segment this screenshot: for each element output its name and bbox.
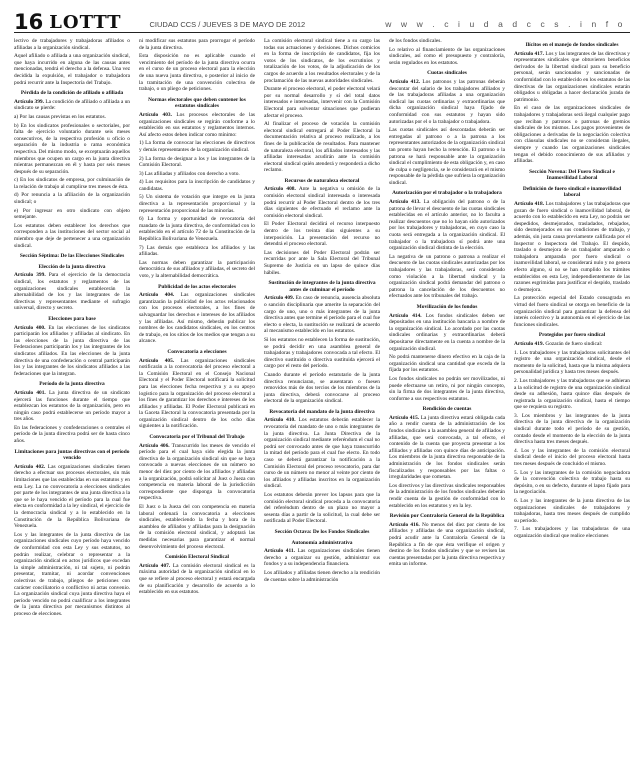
paragraph [514,498,630,524]
paragraph-text: Los fondos sindicales no podrán ser movilizados, ni puede efectuarse un retiro, ni por ningún concepto, sin la firma de dos integrantes de la junta directiva, conforme a sus respectivos estatutos. [389,375,505,402]
paragraph-text: La comisión electoral sindical tiene a su cargo las todas sus actuaciones y decisiones. Dichos comicios en la forma de inscripción de candidatos, fija los votos de los sindicatos, de los escrutinios y totalización de los votos, de la adjudicación de los cargos de acuerdo a los resultados electorales y de la proclamación de las nuevas autoridades sindicales. [264,38,380,84]
paragraph [514,105,630,164]
paragraph-text: Los directivos y las directivas sindicales responsables de la administración de los fondos sindicales deberán rendir cuenta de la gestión de conformidad con lo establecido en los estatutos y en la ley. [389,482,505,509]
paragraph-text: Ante la negativa u omisión de la comisión electoral sindical interesada o interesada podrá recurrir al Poder Electoral dentro de los tres días siguientes de efectuado el reclamo ante la comisión electoral sindical. [264,186,380,219]
article-number: Artículo 403. [139,111,172,118]
paragraph [264,548,380,568]
paragraph-text: 5. Los y las integrantes de la comisión negociadora de la convención colectiva de trabajo hasta su depósito, o en su defecto, durante el lapso fijado para la negociación. [514,469,630,496]
paragraph-text: No menos del diez por ciento de los afiliados y afiliadas de una organización sindical, podrá acudir ante la Contraloría General de la República a fin de que ésta verifique el origen y destino de los fondos sindicales y que se revisen las cuentas presentadas por la junta directiva respectiva y emita un informe. [389,521,505,568]
paragraph [139,194,255,214]
section-heading: Revocatoria del mandato de la junta directiva [269,408,375,415]
paragraph-text: 1. Los trabajadores y las trabajadoras solicitantes del registro de una organización sindical, desde el momento de la solicitud, hasta que la misma adquiera personalidad jurídica y hasta tres meses después. [514,349,630,376]
text-columns [14,38,630,778]
paragraph-text: Los estatutos deberán prever los lapsos para que la comisión electoral sindical proceda a la convocatoria del referéndum dentro de un plazo no mayor a sesenta días a partir de la solicitud, la cual debe ser notificada al Poder Electoral. [264,492,380,525]
paragraph-text: 4) Los requisitos para la inscripción de candidatos y candidatas. [139,179,255,192]
column-5 [514,38,630,778]
article-number: Artículo 409. [264,295,295,302]
paragraph [14,425,130,445]
paragraph-text: 3. Los miembros y las integrantes de la junta directiva de la junta directiva de la organización sindical durante todo el período de su gestión, contado desde el momento de la elección de la junta directiva hasta tres meses después. [514,412,630,446]
article-number: Artículo 401. [14,389,46,396]
paragraph-text: 2) La forma de designar a los y las integrantes de la Comisión Electoral. [139,155,255,169]
paragraph-text: La obligación del patrono o de la patrona de llevar el descuento de las cuotas sindicales establecidas en el artículo anterior, no lo faculta a realizar descuentos que no lo hayan sido autorizados por los trabajadores y trabajadoras, en cuyo caso la cuota será entregada a la organización sindical. El trabajador o la trabajadora sí podrá ante una organización sindical distinta de la elección. [389,199,505,252]
paragraph-text: Las organizaciones sindicales garantizarán la publicidad de los actos relacionados con los procesos electorales, a los fines de salvaguardar los derechos e intereses de los afiliados y las afiliadas. Así mismo, deberán publicar los nombres de los candidatos sindicales, en los centros de trabajo, en los sitios de los medios que tengan a su alcance. [139,292,255,345]
article-number: Artículo 404. [139,292,175,299]
paragraph [264,121,380,174]
paragraph-text: 4. Los y las integrantes de la comisión electoral sindical desde el inicio del proceso electoral hasta tres meses después de concluido el mismo. [514,447,630,468]
paragraph [389,38,505,45]
section-heading: Autorización por el trabajador o la trabajadora [392,190,502,197]
article-number: Artículo 399. [14,98,44,105]
paragraph [14,532,130,618]
article-number: Artículo 411. [264,548,295,555]
publication-name: LOTTT [49,12,122,33]
paragraph [14,99,130,112]
section-heading: Rendición de cuentas [422,406,472,413]
paragraph [264,570,380,583]
article-number: Artículo 402. [14,463,46,470]
website-link[interactable]: w w w . c i u d a d c c s . i n f o [385,19,626,29]
article-number: Artículo 418. [514,201,545,208]
paragraph [389,47,505,67]
paragraph-text: b) En los sindicatos profesionales o sectoriales, por falta de ejercicio voluntario durante seis meses consecutivos, de la respectiva profesión u oficio o separación de la industria o rama económica respectiva. Del mismo modo, se exceptuarán aquellos miembros que ocupen un cargo en la junta directiva mientras permanezcan en él y hasta por seis meses después de su separación. [14,122,130,175]
paragraph-text: Para el ejercicio de la democracia sindical, los estatutos y reglamentos de las organizaciones sindicales establecerán la alternabilidad de los y las integrantes de las directivas y representantes mediante el sufragio universal, directo y secreto. [14,272,130,312]
paragraph [14,123,130,176]
paragraph-text: Los y las integrantes de la junta directiva de las organizaciones sindicales cuyo período haya vencido de conformidad con esta Ley y sus estatutos, no podrán realizar, celebrar o representar a la organización sindical en actos jurídicos que excedan la simple administración, ni tal sujeto, ni podrán presentar, tramitar, ni acordar convenciones colectivas de trabajo, pliegos de peticiones con carácter conciliatorio o conflictivo ni actas convenio. La organización sindical cuya junta directiva haya el período vencido no podrá cualificar a los integrantes de la junta directiva por mecanismos distintos al proceso de elecciones. [14,531,130,617]
paragraph-text: de los fondos sindicales. [389,38,442,44]
section-heading: Protegidos por fuero sindical [538,332,606,339]
paragraph-text: d) Por renuncia a la afiliación de la organización sindical; o [14,192,130,206]
article-number: Artículo 399. [14,272,46,279]
section-heading: Elecciones para base [48,315,96,322]
article-number: Artículo 417. [514,50,544,57]
paragraph [14,114,130,121]
paragraph [389,354,505,374]
paragraph-text: 7. Los trabajadores y las trabajadoras de una organización sindical que realice elecciones [514,526,630,539]
paragraph [389,127,505,186]
issue-date: CIUDAD CCS / JUEVES 3 DE MAYO DE 2012 [149,20,306,29]
paragraph-text: Esta disposición no es aplicable cuando el vencimiento del período de la junta directiva ocurra en el curso de un proceso electoral para la elección de una nueva junta directiva, o posterior al inicio de la tramitación de una convención colectiva de trabajo, o un pliego de peticiones. [139,53,255,93]
paragraph [14,272,130,312]
paragraph [389,376,505,402]
paragraph [264,337,380,370]
column-1 [14,38,130,778]
section-heading: Pérdida de la condición de afiliado o afiliada [20,90,124,97]
paragraph-text: La condición de afiliado o afiliada a un sindicato se pierde: [14,98,130,112]
paragraph [514,378,630,411]
section-heading: Ilícitos en el manejo de fondos sindicales [525,42,619,48]
section-heading: Sección Séptima: De las Elecciones Sindicales [19,253,125,260]
paragraph [139,179,255,192]
paragraph [264,417,380,490]
article-number: Artículo 412. [389,78,420,85]
paragraph [14,177,130,190]
paragraph [514,341,630,348]
paragraph-text: La junta directiva estará obligada cada año a rendir cuenta de la administración de los fondos sindicales a la asamblea general de afiliados y afiliadas, que será convocada, a tal efecto, el contenido de la cuenta que proyecta presentar a los afiliados y afiliadas con quince días de anticipación. Los miembros de la junta directiva responsable de la administración de los fondos sindicales serán fiscalizados y responsables por las faltas o irregularidades que cometan. [389,414,505,481]
paragraph [264,295,380,335]
article-number: Artículo 405. [139,357,175,364]
paragraph [139,260,255,280]
paragraph-text: No podrá mantenerse dinero efectivo en la caja de la organización sindical una cantidad que exceda de la fijada por los estatutos. [389,354,505,374]
section-heading: Limitaciones para juntas directivas con el período vencido [14,448,130,462]
article-number: Artículo 407. [139,562,171,569]
paragraph [139,53,255,93]
paragraph-text: La comisión electoral sindical es la máxima autoridad de la organización sindical en lo que se refiere al proceso electoral y estará encargada de su planificación y desarrollo de acuerdo a lo establecido en sus estatutos. [139,562,255,596]
paragraph [389,522,505,568]
paragraph [389,254,505,300]
paragraph-text: ni modificar sus estatutos para prorrogar el período de la junta directiva. [139,38,255,51]
paragraph [14,208,130,221]
paragraph [14,38,130,51]
paragraph [139,156,255,169]
paragraph-text: Las decisiones del Poder Electoral podrán ser recurridas por ante la Sala Electoral del Tribunal Supremo de Justicia en un lapso de quince días hábiles. [264,249,380,276]
paragraph [139,292,255,345]
paragraph [389,79,505,125]
article-number: Artículo 400. [14,324,46,331]
article-number: Artículo 414. [389,312,422,319]
paragraph-text: Los procesos electorales de las organizaciones sindicales se regirán conforme a lo establecido en sus estatutos y reglamentos internos. Así afecto estos deben indicar como mínimo: [139,111,255,138]
paragraph-text: En las elecciones de los sindicatos participarán los afiliados y afiliadas al sindicato. En las elecciones de la junta directiva de las Federaciones participarán los y las integrantes de los sindicatos afiliados. En las elecciones de la junta directiva de una confederación o central participarán los y las integrantes de los sindicatos afiliados a las federaciones que la integran. [14,324,130,377]
paragraph-text: Los fondos sindicales deben ser depositados en una institución bancaria a nombre de la organización sindical. Lo acordado por las cuotas sindicales ordinarias y extraordinarias deberá depositarse directamente en la cuenta a nombre de la organización sindical. [389,312,505,352]
paragraph [14,53,130,86]
article-number: Artículo 406. [139,442,170,449]
paragraph [139,245,255,258]
paragraph-text: 7) Las demás que establezca los afiliados y las afiliadas. [139,244,255,258]
paragraph [389,313,505,353]
column-4 [389,38,505,778]
section-heading: Cuotas sindicales [427,70,467,77]
paragraph-text: Durante el proceso electoral, el poder electoral velará por su normal desarrollo y sí del total datos interesados e interesadas, intervenir con la Comisión Electoral para solventar situaciones que pudieran afectar el proceso. [264,86,380,119]
paragraph-text: 6) La forma y oportunidad de revocatoria del mandato de la junta directiva, de conformidad con lo establecido en el artículo 72 de la Constitución de la República Bolivariana de Venezuela. [139,216,255,243]
paragraph-text: Los estatutos deberán establecer la revocatoria del mandato de uno o más integrantes de la junta directiva. La Junta Directiva de la organización sindical mediante referéndum el cual no podrá ser convocado antes de que haya transcurrido la mitad del período para el cual fue electo. En todo caso se deberá garantizar la notificación a la Comisión Electoral del proceso revocatorio, para dar curso de un número no menor al veinte por ciento de los afiliados y afiliadas inscritos en la organización sindical. [264,417,380,490]
paragraph-text: El Poder Electoral decidirá el recurso interpuesto dentro de los treinta días siguientes a su interposición. La presentación del recurso no detendrá el proceso electoral. [264,221,380,248]
paragraph [514,448,630,468]
paragraph-text: Las normas deben garantizar la participación democrática de sus afiliados y afiliadas, el secreto del voto, y la alternabilidad democrática. [139,259,255,279]
section-heading: Convocatoria por el Tribunal del Trabajo [149,434,245,441]
paragraph [514,201,630,293]
section-heading: Autonomía administrativa [291,539,353,546]
paragraph-text: Los afiliados y afiliadas tienen derecho a la rendición de cuentas sobre la administración [264,569,380,583]
section-heading: Sustitución de integrantes de la junta directiva antes de culminar el período [268,280,376,293]
paragraph [14,192,130,205]
paragraph [139,504,255,550]
article-number: Artículo 413. [389,199,421,206]
paragraph-text: Aquel afiliado o afiliada a una organización sindical, que haya incurrido en alguna de las causas antes mencionadas, tendrá el derecho a la defensa. Una vez decidida la expulsión, el trabajador o trabajadora podrá recurrir ante la Inspectoría del Trabajo. [14,53,130,86]
article-number: Artículo 416. [389,521,420,528]
section-heading: Comisión Electoral Sindical [164,554,230,561]
paragraph-text: El Juez o la Jueza del con competencia en materia laboral ordenará la convocatoria a elecciones sindicales, estableciendo la fecha y hora de la asamblea de afiliados y afiliadas para la designación de la comisión electoral sindical, y adoptará las medidas necesarias para garantizar el normal desenvolvimiento del proceso electoral. [139,504,255,550]
paragraph [139,216,255,242]
section-heading: Movilización de los fondos [416,303,478,310]
article-number: Artículo 408. [264,186,296,193]
paragraph [264,86,380,119]
paragraph [389,483,505,509]
column-2 [139,38,255,778]
paragraph-text: Los y las integrantes de las directivas y representantes sindicales que obtuvieren beneficios derivados de la libertad sindical para su beneficio personal, serán sancionados y sancionadas de conformidad con lo establecido en los estatutos de las directivas de las organizaciones sindicales estarán obligados u obligadas a hacer declaración jurada de patrimonio. [514,50,630,103]
paragraph [139,38,255,51]
paragraph [264,186,380,219]
section-heading: Definición de fuero sindical e inamovilidad laboral [522,185,622,199]
paragraph [264,372,380,405]
paragraph [389,199,505,252]
section-heading: Período de la junta directiva [39,381,105,388]
paragraph [139,112,255,138]
article-number: Artículo 410. [264,417,296,424]
paragraph [14,325,130,378]
page-header [14,6,630,33]
paragraph-text: Lo relativo al financiamiento de las organizaciones sindicales, así como el presupuesto y contraloría, serán regulados en los estatutos. [389,46,505,66]
paragraph [14,390,130,423]
section-heading: Sección Novena: Del Fuero Sindical e Inamovilidad Laboral [529,168,615,182]
paragraph [514,413,630,446]
paragraph-text: Transcurrido los meses de vencido el período para el cual haya sido elegida la junta directiva de la organización sindical sin que se haya convocado a nuevas elecciones de un número no menor del diez por ciento de los afiliados y afiliadas a la organización, podrá solicitar al Juez o Jueza con competencia en materia laboral de la jurisdicción correspondiente que disponga la convocatoria respectiva. [139,442,255,502]
paragraph-text: Gozarán de fuero sindical: [545,340,603,347]
paragraph-text: Cuando durante el período estatutario de la junta directiva renunciaran, se ausentaran o fuesen removidos más de dos tercios de los miembros de la junta directiva, deberá convocarse al proceso electoral de la organización sindical. [264,371,380,405]
paragraph [139,140,255,153]
section-heading: Normas electorales que deben contener los estatutos sindicales [148,96,246,110]
paragraph-text: Las organizaciones sindicales tienen derecho a organizar su gestión, administrar sus fondos y a su independencia financiera. [264,548,380,568]
paragraph [139,171,255,178]
paragraph [514,470,630,496]
paragraph-text: En las federaciones y confederaciones o centrales el período de la junta directiva podrá ser de hasta cinco años. [14,424,130,445]
page-number: 16 [14,10,44,34]
paragraph-text: Las organizaciones sindicales tienen derecho a efectuar sus procesos electorales, sin más limitaciones que las establecidas en sus estatutos y en esta Ley. La no convocatoria a elecciones sindicales por parte de los integrantes de una junta directiva a la que se le haya vencido el período para la cual fue electa en conformidad a la ley sindical, el ejercicio de la democracia sindical y a lo establecido en la Constitución de la República Bolivariana de Venezuela. [14,463,130,530]
paragraph-text: En caso de renuncia, ausencia absoluta o sanción disciplinaria que amerite la separación del cargo de uno, uno o más integrantes de la junta directiva antes que termine el período para el cual fue electo o electa, la sustitución se realizará de acuerdo al mecanismo establecido en los estatutos. [264,295,380,335]
section-heading: Publicidad de los actos electorales [158,283,236,290]
article-number: Artículo 415. [389,414,420,421]
paragraph-text: 6. Los y las integrantes de la junta directiva de las organizaciones sindicales de trabajadores y trabajadoras, hasta tres meses después de cumplido su período. [514,498,630,524]
section-heading: Sección Octava: De los Fondos Sindicales [274,528,370,535]
paragraph-text: La protección especial del Estado consagrada en virtud del fuero sindical se otorga en beneficio de la organización sindical para garantizar la defensa del interés colectivo y la autonomía en el ejercicio de las funciones sindicales. [514,295,630,328]
section-heading: Elección de la junta directiva [38,263,106,270]
paragraph [264,492,380,525]
section-heading: Convocatoria a elecciones [167,348,227,355]
article-number: Artículo 419. [514,340,544,347]
paragraph-text: 3) Las afiliadas y afiliados con derecho a voto. [139,170,240,177]
section-heading: Revisión por Contraloría General de la República [389,513,505,520]
paragraph [139,563,255,596]
paragraph [514,295,630,328]
paragraph [514,526,630,539]
paragraph-text: Los trabajadores y las trabajadoras que gozan de fuero sindical o inamovilidad laboral, de acuerdo con lo establecido en esta Ley, no podrán ser despedidos, desmejorados, trasladados, rebajados, sido desmejorados en sus condiciones de trabajo, y además, sin justa causa previamente calificada por el Inspector o Inspectora del Trabajo. El despido, traslado o desmejora de un trabajador amparado o trabajadora amparada por fuero sindical o inamovilidad laboral, se considerará nulo y no genera efecto alguno, si no se han cumplido los trámites establecidos en esta Ley, independientemente de las razones esgrimidas para justificar el despido, traslado o desmejora. [514,201,630,293]
paragraph-text: Al finalizar el proceso de votación la comisión electoral sindical entregará al Poder Electoral la documentación relativa al proceso realizado, a los fines de la publicación de resultados. Para mantener de naturaleza electoral, los afiliados interesados y las afiliadas interesadas acudirán ante la comisión electoral sindical quién atenderá y responderá a dicho reclamo. [264,121,380,174]
paragraph-text: 2. Los trabajadores y las trabajadoras que se adhieran a la solicitud de registro de una organización sindical desde su adhesión, hasta quince días después de registrada la organización sindical, hasta el tiempo que se requiera su registro. [514,377,630,411]
paragraph-text: La junta directiva de un sindicato ejercerá las funciones durante el tiempo que establezcan los estatutos de la organización, pero en ningún caso podrá establecerse un período mayor a tres años. [14,389,130,423]
paragraph [514,51,630,104]
paragraph [514,350,630,376]
paragraph-text: Si los estatutos no establecen la forma de sustitución, se podrá decidir en una asamblea general de trabajadoras y trabajadores convocada a tal efecto. El directivo sustituido o directiva sustituida ejercerá el cargo por el resto del período. [264,336,380,370]
paragraph-text: Los patronos y las patronas deberán descontar del salario de los trabajadores afiliados y de las trabajadoras afiliadas a una organización sindical las cuotas ordinarias y extraordinarias que dicha organización sindical haya fijado de conformidad con sus estatutos y hayan sido autorizadas por el o la trabajador o trabajadora. [389,78,505,125]
paragraph-text: e) Por ingresar en otro sindicato con objeto semejante. [14,207,130,221]
paragraph-text: lectivo de trabajadores y trabajadoras afiliados o afiliadas a la organización sindical. [14,38,130,51]
paragraph-text: Los estatutos deben establecer los derechos que corresponden a las instituciones del sector social al miembro que deje de pertenecer a una organización sindical. [14,222,130,249]
paragraph-text: Las cuotas sindicales así descontadas deberán ser entregadas al patrono o a la patrona a los representantes autorizados de la organización sindical tan pronto hayan hecho la retención. El patrono o la patrona se hará responsable ante la organización sindical el cumplimiento de esta obligación y, en caso de culpa o negligencia, se le considerará en el mismo responsable de la pérdida que sufriera la organización sindical. [389,127,505,186]
paragraph [14,464,130,530]
paragraph-text: a) Por las causas previstas en los estatutos. [14,113,106,120]
paragraph [139,443,255,502]
paragraph-text: La negativa de un patrono o patrona a realizar el descuento de las cuotas sindicales autorizadas por los trabajadores y las trabajadoras, será considerado como violación a la libertad sindical y la organización sindical podrá demandar del patrono o patrona la cancelación de los descuentos no efectuados ante los tribunales del trabajo. [389,253,505,300]
paragraph-text: 1) La forma de convocar las elecciones de directivos y demás representantes de la organización sindical. [139,140,255,153]
paragraph-text: Las organizaciones sindicales notificarán a la convocatoria del proceso electoral a la Comisión Electoral en el Consejo Nacional Electoral y el Poder Electoral notificará la solicitud para las elecciones fecha respectiva y a su apoyo logístico para la organización del proceso electoral a los fines de garantizar los derechos e intereses de los afiliados y afiliadas. El Poder Electoral publicará en la Gaceta Electoral la convocatoria presentada por la organización sindical dentro de los ocho días siguientes a la notificación. [139,357,255,430]
paragraph-text: 5) Un sistema de votación que integre en la junta directiva a la representación proporcional y la representación proporcional de las minorías. [139,194,255,214]
paragraph [264,250,380,276]
paragraph [264,221,380,247]
paragraph [389,415,505,481]
paragraph-text: En el caso de las organizaciones sindicales de trabajadores y trabajadoras será ilegal cualquier pago que reciban y patronos o patronas de gremios sindicales de los mismos. Los pagos provenientes de obligaciones a derivadas de la negociación colectiva con cláusulas sindicales no se consideran ilegales, siempre y cuando las organizaciones sindicales tengan el debido conocimiento de sus afiliados y afiliadas. [514,105,630,165]
paragraph [139,358,255,431]
section-heading: Recursos de naturaleza electoral [284,177,360,184]
paragraph [264,38,380,84]
paragraph-text: c) En los sindicatos de empresa, por culminación de la relación de trabajo al cumplirse tres meses de ésta. [14,177,130,190]
column-3 [264,38,380,778]
paragraph [14,223,130,249]
